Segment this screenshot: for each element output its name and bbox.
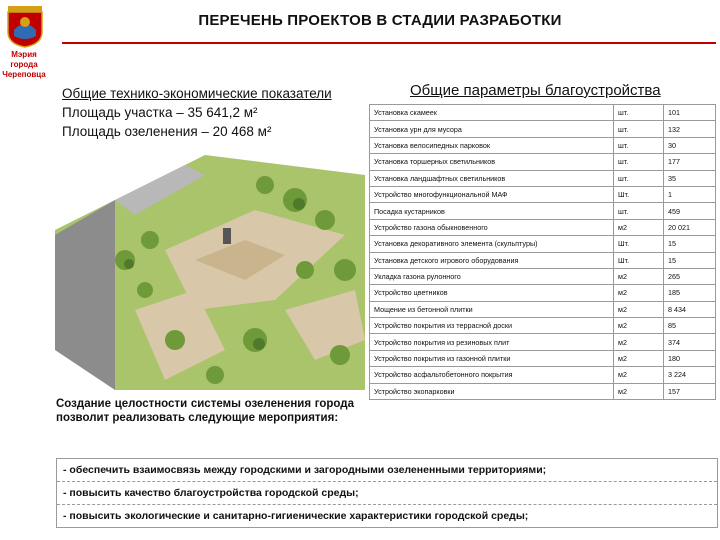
param-unit-cell: шт. — [614, 137, 664, 153]
param-unit-cell: м2 — [614, 334, 664, 350]
params-heading: Общие параметры благоустройства — [410, 82, 661, 99]
params-row — [370, 154, 716, 170]
param-value-cell: 3 224 — [664, 367, 716, 383]
param-name-cell: Устройство покрытия из резиновых плит — [370, 334, 614, 350]
city-crest-icon — [4, 4, 46, 48]
param-value-cell: 85 — [664, 318, 716, 334]
park-render-image — [55, 140, 365, 390]
param-name-cell: Установка ландшафтных светильников — [370, 170, 614, 186]
param-unit-cell: Шт. — [614, 252, 664, 268]
param-value-cell: 30 — [664, 137, 716, 153]
params-row — [370, 219, 716, 235]
param-value-cell: 157 — [664, 383, 716, 399]
creation-text: Создание целостности системы озеленения города позволит реализовать следующие мероприятия: — [56, 398, 354, 424]
params-row — [370, 367, 716, 383]
param-name-cell: Установка детского игрового оборудования — [370, 252, 614, 268]
param-unit-cell: шт. — [614, 154, 664, 170]
param-value-cell: 132 — [664, 121, 716, 137]
param-value-cell: 15 — [664, 236, 716, 252]
param-name-cell: Установка торшерных светильников — [370, 154, 614, 170]
bullet-item: - повысить качество благоустройства городской среды; — [57, 482, 717, 505]
param-unit-cell: шт. — [614, 203, 664, 219]
title-divider — [62, 42, 716, 44]
params-row — [370, 121, 716, 137]
param-value-cell: 15 — [664, 252, 716, 268]
params-row — [370, 285, 716, 301]
params-row — [370, 170, 716, 186]
param-name-cell: Мощение из бетонной плитки — [370, 301, 614, 317]
param-value-cell: 1 — [664, 186, 716, 202]
param-unit-cell: шт. — [614, 170, 664, 186]
bullet-item: - обеспечить взаимосвязь между городскими и загородными озелененными территориями; — [57, 459, 717, 482]
param-name-cell: Устройство цветников — [370, 285, 614, 301]
param-value-cell: 185 — [664, 285, 716, 301]
page-title: ПЕРЕЧЕНЬ ПРОЕКТОВ В СТАДИИ РАЗРАБОТКИ — [198, 12, 562, 29]
param-unit-cell: м2 — [614, 285, 664, 301]
param-unit-cell: м2 — [614, 383, 664, 399]
param-name-cell: Устройство экопарковки — [370, 383, 614, 399]
param-name-cell: Устройство асфальтобетонного покрытия — [370, 367, 614, 383]
params-row — [370, 186, 716, 202]
param-value-cell: 265 — [664, 268, 716, 284]
param-value-cell: 101 — [664, 105, 716, 121]
param-unit-cell: м2 — [614, 268, 664, 284]
param-name-cell: Устройство покрытия из террасной доски — [370, 318, 614, 334]
param-unit-cell: м2 — [614, 318, 664, 334]
params-table — [369, 104, 716, 400]
param-name-cell: Установка скамеек — [370, 105, 614, 121]
param-name-cell: Укладка газона рулонного — [370, 268, 614, 284]
param-unit-cell: Шт. — [614, 236, 664, 252]
param-value-cell: 8 434 — [664, 301, 716, 317]
param-unit-cell: м2 — [614, 219, 664, 235]
params-row — [370, 105, 716, 121]
param-unit-cell: шт. — [614, 105, 664, 121]
economics-line: Площадь озеленения – 20 468 м² — [62, 124, 272, 139]
params-row — [370, 301, 716, 317]
bullet-item: - повысить экологические и санитарно-гигиенические характеристики городской среды; — [63, 510, 529, 522]
param-value-cell: 20 021 — [664, 219, 716, 235]
param-name-cell: Установка урн для мусора — [370, 121, 614, 137]
city-label: Мэрия города Череповца — [2, 50, 46, 79]
param-name-cell: Установка декоративного элемента (скульптуры) — [370, 236, 614, 252]
params-row — [370, 334, 716, 350]
param-name-cell: Устройство многофункциональной МАФ — [370, 186, 614, 202]
param-value-cell: 177 — [664, 154, 716, 170]
param-value-cell: 35 — [664, 170, 716, 186]
params-row — [370, 252, 716, 268]
param-unit-cell: Шт. — [614, 186, 664, 202]
param-name-cell: Устройство газона обыкновенного — [370, 219, 614, 235]
params-row — [370, 383, 716, 399]
param-value-cell: 374 — [664, 334, 716, 350]
param-unit-cell: шт. — [614, 121, 664, 137]
param-unit-cell: м2 — [614, 367, 664, 383]
params-row — [370, 236, 716, 252]
param-value-cell: 459 — [664, 203, 716, 219]
economics-heading: Общие технико-экономические показатели — [62, 86, 332, 101]
param-unit-cell: м2 — [614, 350, 664, 366]
param-name-cell: Устройство покрытия из газонной плитки — [370, 350, 614, 366]
params-row — [370, 268, 716, 284]
params-row — [370, 350, 716, 366]
param-name-cell: Посадка кустарников — [370, 203, 614, 219]
params-row — [370, 137, 716, 153]
param-unit-cell: м2 — [614, 301, 664, 317]
param-name-cell: Установка велосипедных парковок — [370, 137, 614, 153]
economics-line: Площадь участка – 35 641,2 м² — [62, 105, 258, 120]
param-value-cell: 180 — [664, 350, 716, 366]
bullet-list — [56, 458, 718, 528]
params-row — [370, 318, 716, 334]
params-row — [370, 203, 716, 219]
